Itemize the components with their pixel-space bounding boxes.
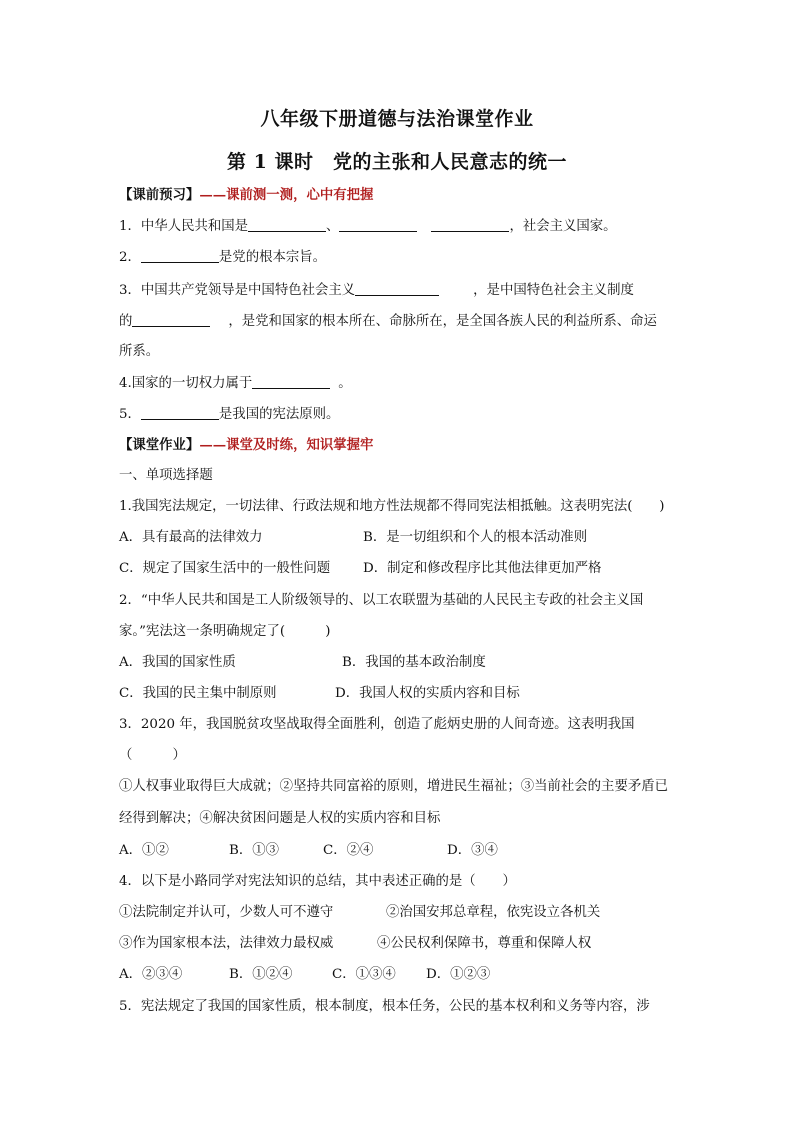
statement: ③作为国家根本法，法律效力最权威 [119,936,334,951]
mc-question-2-stem-line-1: 2．“中华人民共和国是工人阶级领导的、以工农联盟为基础的人民民主专政的社会主义国 [119,593,644,608]
lesson-subtitle: 第 1 课时 党的主张和人民意志的统一 [227,151,567,173]
option-b[interactable]: B．是一切组织和个人的根本活动准则 [363,530,588,545]
option-a[interactable]: A．我国的国家性质 [119,655,236,670]
fill-question-4: 4.国家的一切权力属于 。 [119,376,352,391]
answer-blank[interactable] [141,248,219,263]
option-d[interactable]: D．制定和修改程序比其他法律更加严格 [363,561,602,576]
answer-blank[interactable] [141,405,219,420]
answer-blank[interactable] [339,217,417,232]
answer-blank[interactable] [431,217,509,232]
section-preview-heading [119,186,679,204]
fill-question-2: 2． 是党的根本宗旨。 [119,250,327,265]
answer-blank[interactable] [248,217,326,232]
mc-question-2-stem-line-2: 家。”宪法这一条明确规定了( ) [119,624,331,639]
option-a[interactable]: A．具有最高的法律效力 [119,530,263,545]
mc-question-3-statements-line-2: 经得到解决；④解决贫困问题是人权的实质内容和目标 [119,811,441,826]
statement: ④公民权利保障书，尊重和保障人权 [377,936,592,951]
fill-question-3-line-2: 的 ，是党和国家的根本所在、命脉所在，是全国各族人民的利益所系、命运 [119,314,657,329]
section-tag: 【课前预习】 [119,187,200,203]
option-c[interactable]: C．①③④ [332,967,396,982]
option-b[interactable]: B．①②④ [229,967,293,982]
answer-blank[interactable] [252,374,330,389]
fill-question-1: 1．中华人民共和国是 、 ，社会主义国家。 [119,219,617,234]
fill-question-5: 5． 是我国的宪法原则。 [119,407,340,422]
mc-question-4-stem: 4．以下是小路同学对宪法知识的总结，其中表述正确的是（ ） [119,874,516,889]
option-c[interactable]: C．规定了国家生活中的一般性问题 [119,561,331,576]
option-d[interactable]: D．③④ [447,843,498,858]
statement: ①法院制定并认可，少数人可不遵守 [119,905,334,920]
option-c[interactable]: C．②④ [323,843,374,858]
mc-question-1-stem: 1.我国宪法规定，一切法律、行政法规和地方性法规都不得同宪法相抵触。这表明宪法( ) [119,499,665,514]
option-a[interactable]: A．①② [119,843,169,858]
section-slogan: ——课前测一测，心中有把握 [199,187,374,203]
option-d[interactable]: D．我国人权的实质内容和目标 [335,686,520,701]
mc-question-5-stem: 5．宪法规定了我国的国家性质，根本制度，根本任务，公民的基本权利和义务等内容，涉 [119,999,650,1014]
mc-question-3-stem-line-2: （ ） [119,748,186,763]
section-slogan: ——课堂及时练，知识掌握牢 [199,437,374,453]
option-a[interactable]: A．②③④ [119,967,183,982]
section-tag: 【课堂作业】 [119,437,200,453]
answer-blank[interactable] [132,312,210,327]
page-title: 八年级下册道德与法治课堂作业 [260,108,534,130]
answer-blank[interactable] [355,281,439,296]
fill-question-3-line-1: 3．中国共产党领导是中国特色社会主义 ，是中国特色社会主义制度 [119,283,634,298]
option-b[interactable]: B．①③ [229,843,280,858]
mc-question-3-statements-line-1: ①人权事业取得巨大成就；②坚持共同富裕的原则，增进民生福祉；③当前社会的主要矛盾已 [119,779,669,794]
statement: ②治国安邦总章程，依宪设立各机关 [386,905,601,920]
mc-question-3-stem-line-1: 3．2020 年，我国脱贫攻坚战取得全面胜利，创造了彪炳史册的人间奇迹。这表明我国 [119,717,635,732]
fill-question-3-line-3: 所系。 [119,344,160,359]
option-b[interactable]: B．我国的基本政治制度 [342,655,486,670]
option-c[interactable]: C．我国的民主集中制原则 [119,686,277,701]
option-d[interactable]: D．①②③ [426,967,491,982]
part-heading: 一、单项选择题 [119,468,213,483]
section-classwork-heading [119,436,679,454]
